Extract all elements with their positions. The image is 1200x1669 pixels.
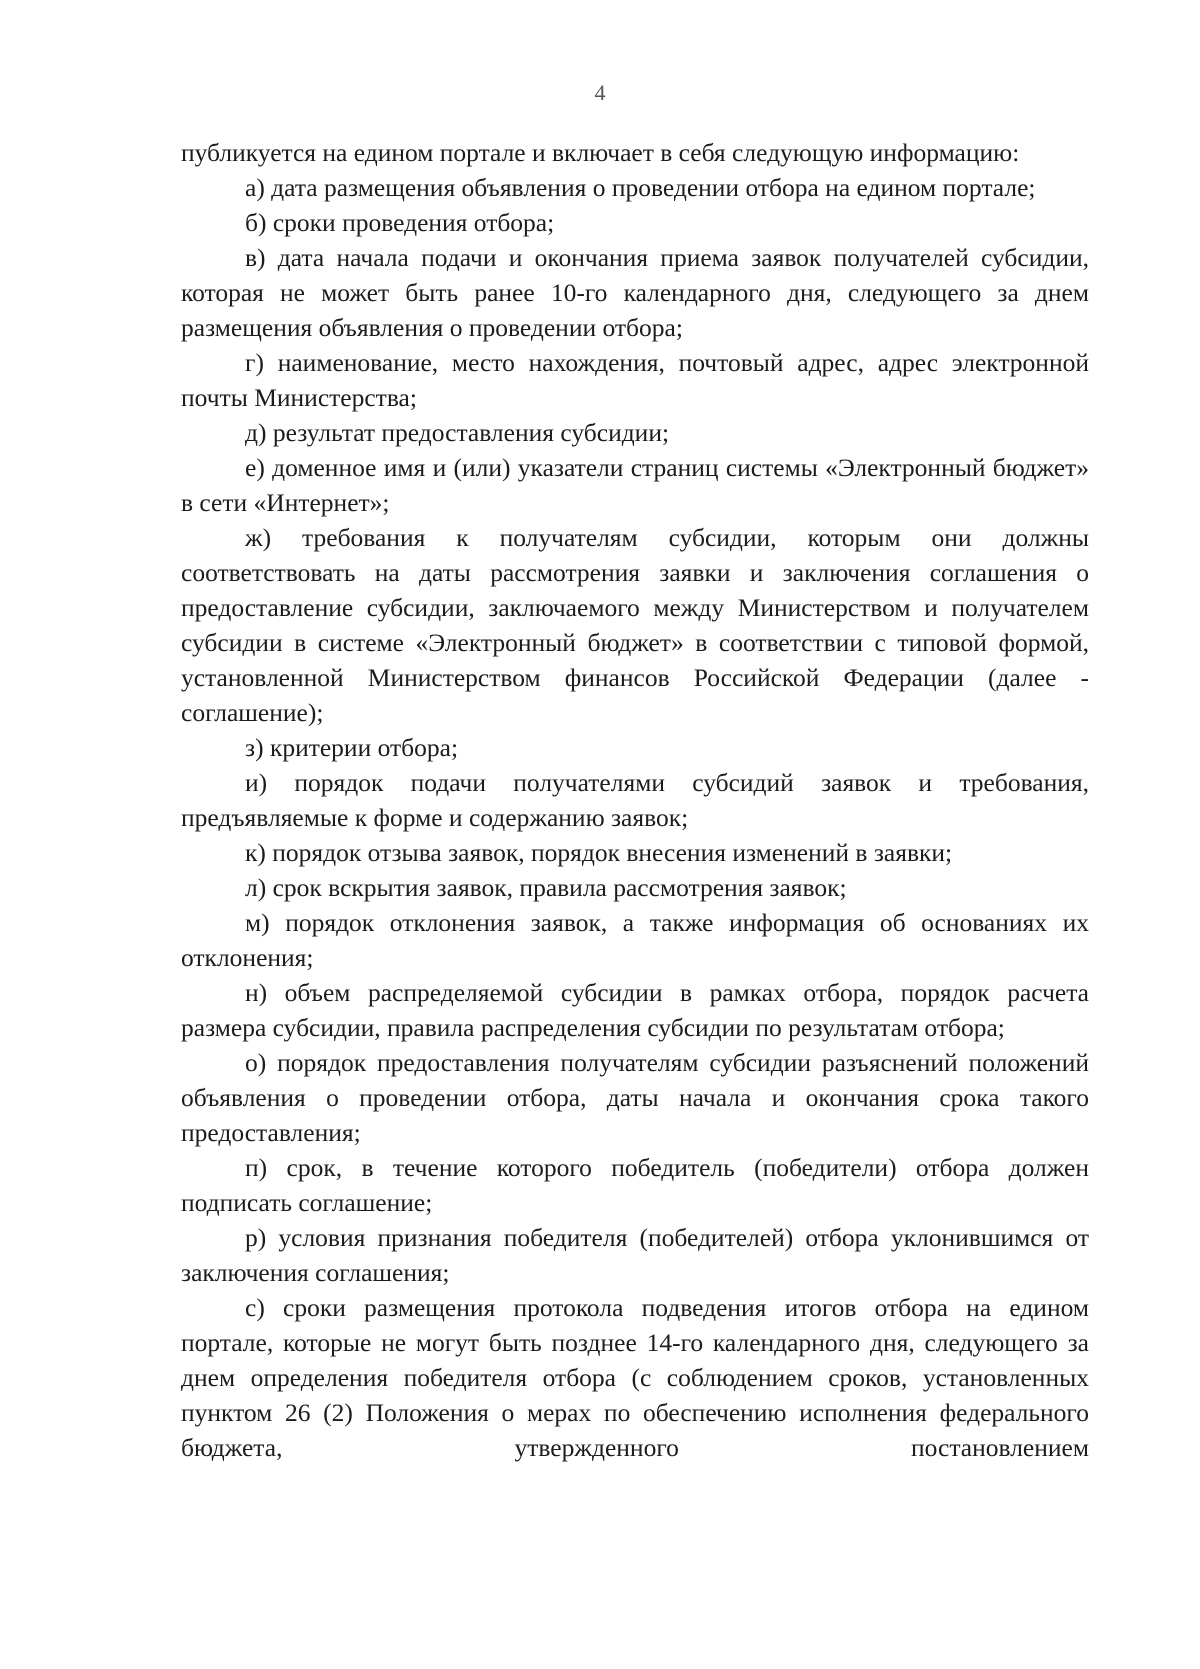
list-item-v: в) дата начала подачи и окончания приема заявок получателей субсидии, которая не может быть ранее 10-го календарного дня, следующего за днем размещения объявления о проведении отбора; xyxy=(181,243,1089,342)
list-item-m: м) порядок отклонения заявок, а также информация об основаниях их отклонения; xyxy=(181,908,1089,972)
list-item-p: п) срок, в течение которого победитель (победители) отбора должен подписать соглашение; xyxy=(181,1153,1089,1217)
list-item-l: л) срок вскрытия заявок, правила рассмотрения заявок; xyxy=(245,873,847,902)
list-item-n: н) объем распределяемой субсидии в рамках отбора, порядок расчета размера субсидии, правила распределения субсидии по результатам отбора; xyxy=(181,978,1089,1042)
list-item-k: к) порядок отзыва заявок, порядок внесения изменений в заявки; xyxy=(245,838,953,867)
document-body xyxy=(181,135,1089,1465)
list-item-i: и) порядок подачи получателями субсидий заявок и требования, предъявляемые к форме и содержанию заявок; xyxy=(181,768,1089,832)
list-item-d: д) результат предоставления субсидии; xyxy=(245,418,670,447)
list-item-a: а) дата размещения объявления о проведении отбора на едином портале; xyxy=(245,173,1036,202)
list-item-g: г) наименование, место нахождения, почтовый адрес, адрес электронной почты Министерства; xyxy=(181,348,1089,412)
list-item-b: б) сроки проведения отбора; xyxy=(245,208,555,237)
intro-paragraph: публикуется на едином портале и включает в себя следующую информацию: xyxy=(181,138,1020,167)
list-item-o: о) порядок предоставления получателям субсидии разъяснений положений объявления о проведении отбора, даты начала и окончания срока такого предоставления; xyxy=(181,1048,1089,1147)
list-item-e: е) доменное имя и (или) указатели страниц системы «Электронный бюджет» в сети «Интернет»; xyxy=(181,453,1089,517)
list-item-s: с) сроки размещения протокола подведения итогов отбора на едином портале, которые не могут быть позднее 14-го календарного дня, следующего за днем определения победителя отбора (с соблюдением сроков, установленных пунктом 26 (2) Положения о мерах по обеспечению исполнения федерального бюджета, утвержденного постановлением xyxy=(181,1293,1089,1462)
page-number: 4 xyxy=(594,80,606,105)
list-item-r: р) условия признания победителя (победителей) отбора уклонившимся от заключения соглашения; xyxy=(181,1223,1089,1287)
list-item-zh: ж) требования к получателям субсидии, которым они должны соответствовать на даты рассмотрения заявки и заключения соглашения о предоставление субсидии, заключаемого между Министерством и получателем субсидии в системе «Электронный бюджет» в соответствии с типовой формой, установленной Министерством финансов Российской Федерации (далее - соглашение); xyxy=(181,523,1089,727)
list-item-z: з) критерии отбора; xyxy=(245,733,459,762)
